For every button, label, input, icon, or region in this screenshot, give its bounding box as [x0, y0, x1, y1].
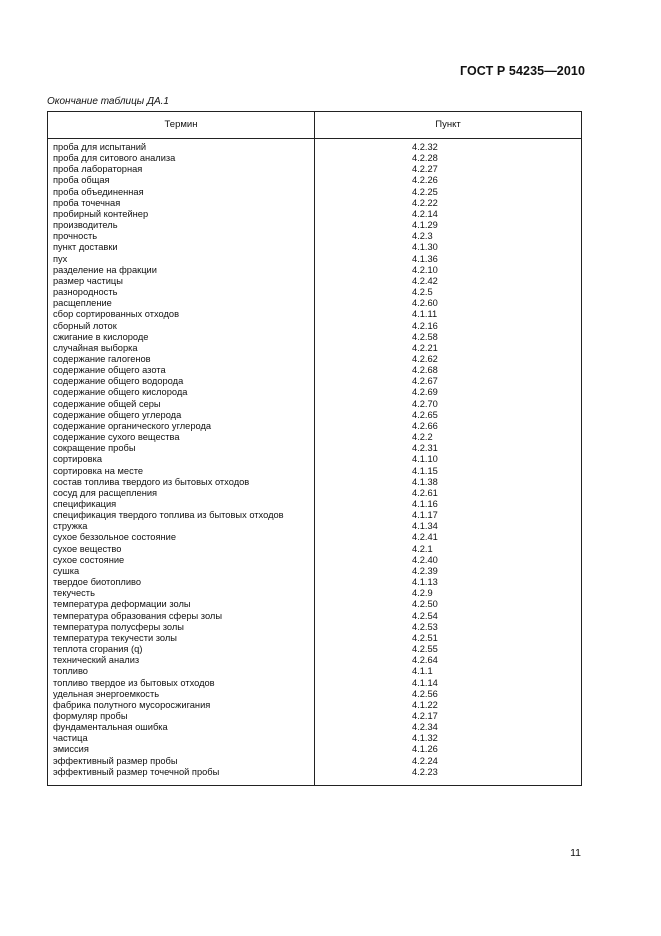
- table-row: [48, 198, 581, 209]
- table-row: [48, 588, 581, 599]
- term-cell: сжигание в кислороде: [53, 331, 149, 342]
- point-cell: 4.1.16: [412, 499, 438, 509]
- point-cell: 4.1.30: [412, 242, 438, 253]
- point-cell: 4.2.39: [412, 565, 438, 576]
- point-cell: 4.2.50: [412, 599, 438, 610]
- table-row: [48, 298, 581, 309]
- term-cell: сушка: [53, 565, 80, 576]
- term-cell: эмиссия: [53, 744, 89, 755]
- table-row: [48, 399, 581, 410]
- table-caption: Окончание таблицы ДА.1: [47, 96, 169, 107]
- table-row: [48, 354, 581, 365]
- term-cell: фундаментальная ошибка: [53, 722, 168, 733]
- term-cell: эффективный размер пробы: [53, 755, 178, 766]
- table-row: [48, 387, 581, 398]
- term-cell: проба для ситового анализа: [53, 153, 176, 164]
- term-cell: содержание органического углерода: [53, 420, 212, 431]
- term-cell: стружка: [53, 521, 88, 532]
- table-row: [48, 689, 581, 700]
- table-row: [48, 521, 581, 532]
- table-row: [48, 532, 581, 543]
- point-cell: 4.2.28: [412, 153, 438, 164]
- point-cell: 4.2.34: [412, 722, 438, 733]
- table-row: [48, 711, 581, 722]
- point-cell: 4.2.55: [412, 644, 438, 655]
- term-cell: проба общая: [53, 175, 110, 186]
- table-row: [48, 722, 581, 733]
- table-row: [48, 666, 581, 677]
- term-cell: температура деформации золы: [53, 599, 191, 610]
- point-cell: 4.2.70: [412, 398, 438, 409]
- point-cell: 4.1.22: [412, 699, 438, 710]
- terms-table: [47, 111, 582, 786]
- table-row: [48, 477, 581, 488]
- term-cell: состав топлива твердого из бытовых отходов: [53, 476, 250, 487]
- term-cell: спецификация: [53, 499, 117, 509]
- term-cell: проба лабораторная: [53, 164, 143, 175]
- table-row: [48, 744, 581, 755]
- point-cell: 4.2.17: [412, 710, 438, 721]
- term-cell: частица: [53, 733, 88, 744]
- table-row: [48, 756, 581, 767]
- point-cell: 4.2.53: [412, 621, 438, 632]
- table-row: [48, 510, 581, 521]
- term-cell: прочность: [53, 231, 98, 242]
- table-row: [48, 220, 581, 231]
- point-cell: 4.2.16: [412, 320, 438, 331]
- point-cell: 4.2.67: [412, 376, 438, 387]
- table-row: [48, 432, 581, 443]
- table-row: [48, 488, 581, 499]
- point-cell: 4.2.5: [412, 287, 433, 298]
- point-cell: 4.2.60: [412, 298, 438, 309]
- term-cell: температура образования сферы золы: [53, 610, 223, 621]
- point-cell: 4.2.21: [412, 342, 438, 353]
- table-row: [48, 733, 581, 744]
- point-cell: 4.1.36: [412, 253, 438, 264]
- term-cell: разнородность: [53, 287, 118, 298]
- standard-code: ГОСТ Р 54235—2010: [459, 64, 585, 78]
- point-cell: 4.1.1: [412, 666, 433, 677]
- point-cell: 4.1.11: [412, 309, 438, 320]
- point-cell: 4.2.27: [412, 164, 438, 175]
- point-cell: 4.2.26: [412, 175, 438, 186]
- term-cell: сборный лоток: [53, 320, 117, 331]
- point-cell: 4.2.58: [412, 331, 438, 342]
- table-row: [48, 164, 581, 175]
- table-row: [48, 343, 581, 354]
- point-cell: 4.2.61: [412, 487, 438, 498]
- table-row: [48, 287, 581, 298]
- term-cell: текучесть: [53, 588, 95, 599]
- point-cell: 4.1.32: [412, 733, 438, 744]
- table-row: [48, 678, 581, 689]
- table-row: [48, 544, 581, 555]
- term-cell: температура полусферы золы: [53, 621, 184, 632]
- term-cell: сортировка: [53, 454, 103, 465]
- table-row: [48, 265, 581, 276]
- point-cell: 4.2.10: [412, 264, 438, 275]
- table-row: [48, 242, 581, 253]
- table-row: [48, 410, 581, 421]
- point-cell: 4.2.64: [412, 655, 438, 666]
- term-cell: случайная выборка: [53, 342, 138, 353]
- table-row: [48, 209, 581, 220]
- term-cell: твердое биотопливо: [53, 577, 142, 588]
- point-cell: 4.2.24: [412, 755, 438, 766]
- term-cell: проба объединенная: [53, 186, 144, 197]
- point-cell: 4.2.40: [412, 554, 438, 565]
- point-cell: 4.2.54: [412, 610, 438, 621]
- term-cell: сортировка на месте: [53, 465, 144, 476]
- term-cell: технический анализ: [53, 655, 140, 666]
- table-row: [48, 599, 581, 610]
- term-cell: содержание общего углерода: [53, 409, 182, 420]
- point-cell: 4.1.34: [412, 521, 438, 532]
- point-cell: 4.2.2: [412, 432, 433, 443]
- point-cell: 4.1.10: [412, 454, 438, 465]
- point-cell: 4.1.14: [412, 677, 438, 688]
- table-row: [48, 611, 581, 622]
- table-row: [48, 566, 581, 577]
- point-cell: 4.1.15: [412, 465, 438, 476]
- term-cell: пух: [53, 253, 68, 264]
- term-cell: формуляр пробы: [53, 710, 128, 721]
- table-row: [48, 254, 581, 265]
- term-cell: размер частицы: [53, 275, 123, 286]
- table-row: [48, 376, 581, 387]
- point-cell: 4.2.9: [412, 588, 433, 599]
- table-row: [48, 454, 581, 465]
- point-cell: 4.2.68: [412, 365, 438, 376]
- point-cell: 4.2.14: [412, 208, 438, 219]
- table-row: [48, 187, 581, 198]
- term-cell: пункт доставки: [53, 242, 118, 253]
- term-cell: содержание общего азота: [53, 365, 166, 376]
- column-header-term: Термин: [164, 119, 198, 130]
- term-cell: содержание общего кислорода: [53, 387, 188, 398]
- table-row: [48, 700, 581, 711]
- point-cell: 4.2.56: [412, 688, 438, 699]
- table-row: [48, 655, 581, 666]
- point-cell: 4.2.51: [412, 632, 438, 643]
- point-cell: 4.2.1: [412, 543, 433, 554]
- point-cell: 4.2.42: [412, 275, 438, 286]
- point-cell: 4.1.17: [412, 510, 438, 521]
- table-row: [48, 767, 581, 778]
- point-cell: 4.2.22: [412, 197, 438, 208]
- term-cell: теплота сгорания (q): [53, 644, 143, 655]
- point-cell: 4.1.38: [412, 476, 438, 487]
- table-row: [48, 365, 581, 376]
- term-cell: топливо твердое из бытовых отходов: [53, 677, 215, 688]
- term-cell: проба точечная: [53, 197, 121, 208]
- term-cell: температура текучести золы: [53, 632, 177, 643]
- term-cell: удельная энергоемкость: [53, 688, 160, 699]
- table-row: [48, 443, 581, 454]
- term-cell: сокращение пробы: [53, 443, 136, 454]
- term-cell: содержание общего водорода: [53, 376, 184, 387]
- table-row: [48, 633, 581, 644]
- point-cell: 4.2.23: [412, 766, 438, 777]
- point-cell: 4.2.69: [412, 387, 438, 398]
- term-cell: расщепление: [53, 298, 112, 309]
- table-row: [48, 466, 581, 477]
- table-row: [48, 321, 581, 332]
- term-cell: сосуд для расщепления: [53, 487, 158, 498]
- term-cell: содержание сухого вещества: [53, 432, 180, 443]
- table-row: [48, 276, 581, 287]
- table-row: [48, 499, 581, 510]
- table-row: [48, 555, 581, 566]
- table-row: [48, 577, 581, 588]
- table-row: [48, 142, 581, 153]
- term-cell: сухое вещество: [53, 543, 122, 554]
- point-cell: 4.1.13: [412, 577, 438, 588]
- term-cell: сухое беззольное состояние: [53, 532, 176, 543]
- point-cell: 4.1.29: [412, 220, 438, 231]
- point-cell: 4.2.32: [412, 142, 438, 152]
- column-header-point: Пункт: [435, 119, 461, 130]
- point-cell: 4.2.25: [412, 186, 438, 197]
- table-row: [48, 421, 581, 432]
- table-row: [48, 622, 581, 633]
- point-cell: 4.2.66: [412, 420, 438, 431]
- term-cell: содержание общей серы: [53, 398, 161, 409]
- point-cell: 4.1.26: [412, 744, 438, 755]
- table-row: [48, 153, 581, 164]
- term-cell: проба для испытаний: [53, 142, 147, 152]
- term-cell: разделение на фракции: [53, 264, 157, 275]
- term-cell: сухое состояние: [53, 554, 125, 565]
- table-body: [48, 142, 581, 778]
- point-cell: 4.2.31: [412, 443, 438, 454]
- point-cell: 4.2.41: [412, 532, 438, 543]
- table-row: [48, 644, 581, 655]
- point-cell: 4.2.65: [412, 409, 438, 420]
- table-row: [48, 332, 581, 343]
- point-cell: 4.2.62: [412, 353, 438, 364]
- term-cell: спецификация твердого топлива из бытовых отходов: [53, 510, 284, 521]
- term-cell: сбор сортированных отходов: [53, 309, 180, 320]
- table-row: [48, 231, 581, 242]
- term-cell: эффективный размер точечной пробы: [53, 766, 220, 777]
- table-row: [48, 175, 581, 186]
- page-number: 11: [570, 847, 581, 859]
- term-cell: содержание галогенов: [53, 353, 151, 364]
- term-cell: топливо: [53, 666, 88, 677]
- point-cell: 4.2.3: [412, 231, 433, 242]
- term-cell: производитель: [53, 220, 118, 231]
- term-cell: пробирный контейнер: [53, 208, 149, 219]
- table-row: [48, 309, 581, 320]
- term-cell: фабрика полутного мусоросжигания: [53, 699, 211, 710]
